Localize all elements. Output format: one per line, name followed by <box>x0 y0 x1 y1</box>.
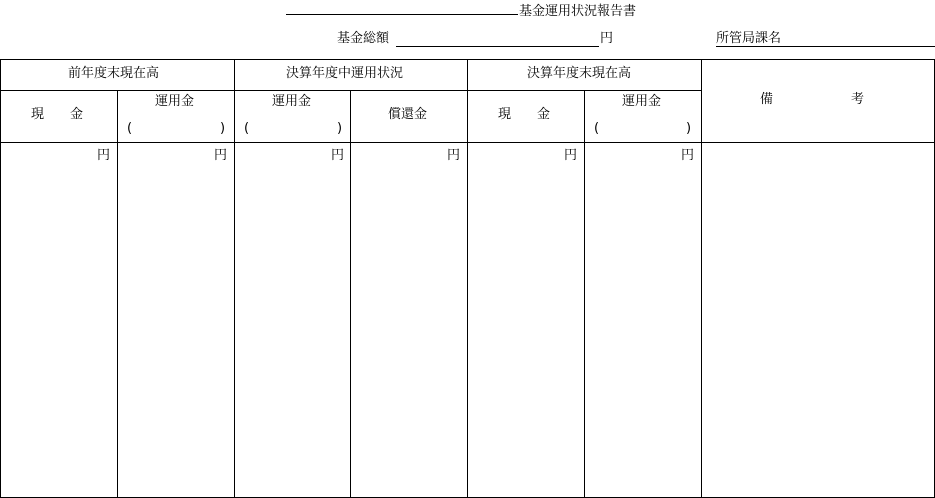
col-during-investment: 運用金 <box>272 94 312 109</box>
unit-yen-prev-cash: 円 <box>97 148 111 163</box>
divider-sub-1 <box>117 90 118 498</box>
header-prev-year-end: 前年度末現在高 <box>68 66 160 81</box>
col-prev-investment-paren-close: ) <box>220 121 226 136</box>
divider-sub-2 <box>350 90 351 498</box>
table-left-border <box>0 59 1 498</box>
divider-group-3 <box>701 59 702 498</box>
divider-sub-3 <box>584 90 585 498</box>
col-prev-cash: 現 金 <box>31 107 84 122</box>
fund-total-label: 基金総額 <box>337 31 390 46</box>
header-settle-year-end: 決算年度末現在高 <box>527 66 632 81</box>
col-settle-cash: 現 金 <box>498 107 551 122</box>
header-row-1-divider <box>0 90 701 91</box>
divider-group-2 <box>467 59 468 498</box>
title-prefix-line <box>286 14 518 15</box>
unit-yen-settle-investment: 円 <box>681 148 695 163</box>
col-prev-investment-paren-open: ( <box>127 121 133 136</box>
header-bottom-divider <box>0 142 935 143</box>
divider-group-1 <box>234 59 235 498</box>
dept-field-line <box>716 46 935 47</box>
col-during-repayment: 償還金 <box>388 107 428 122</box>
unit-yen-during-repayment: 円 <box>447 148 461 163</box>
header-during-year: 決算年度中運用状況 <box>286 66 404 81</box>
col-during-investment-paren-open: ( <box>244 121 250 136</box>
col-prev-investment: 運用金 <box>155 94 195 109</box>
unit-yen-during-investment: 円 <box>331 148 345 163</box>
fund-total-unit: 円 <box>600 31 614 46</box>
unit-yen-prev-investment: 円 <box>214 148 228 163</box>
fund-total-field-line <box>396 46 599 47</box>
header-remarks: 備 考 <box>760 92 865 107</box>
page-title: 基金運用状況報告書 <box>519 4 637 19</box>
col-settle-investment-paren-close: ) <box>686 121 692 136</box>
col-settle-investment: 運用金 <box>622 94 662 109</box>
col-during-investment-paren-close: ) <box>337 121 343 136</box>
dept-label: 所管局課名 <box>716 31 782 46</box>
unit-yen-settle-cash: 円 <box>564 148 578 163</box>
report-table <box>0 59 935 498</box>
col-settle-investment-paren-open: ( <box>594 121 600 136</box>
